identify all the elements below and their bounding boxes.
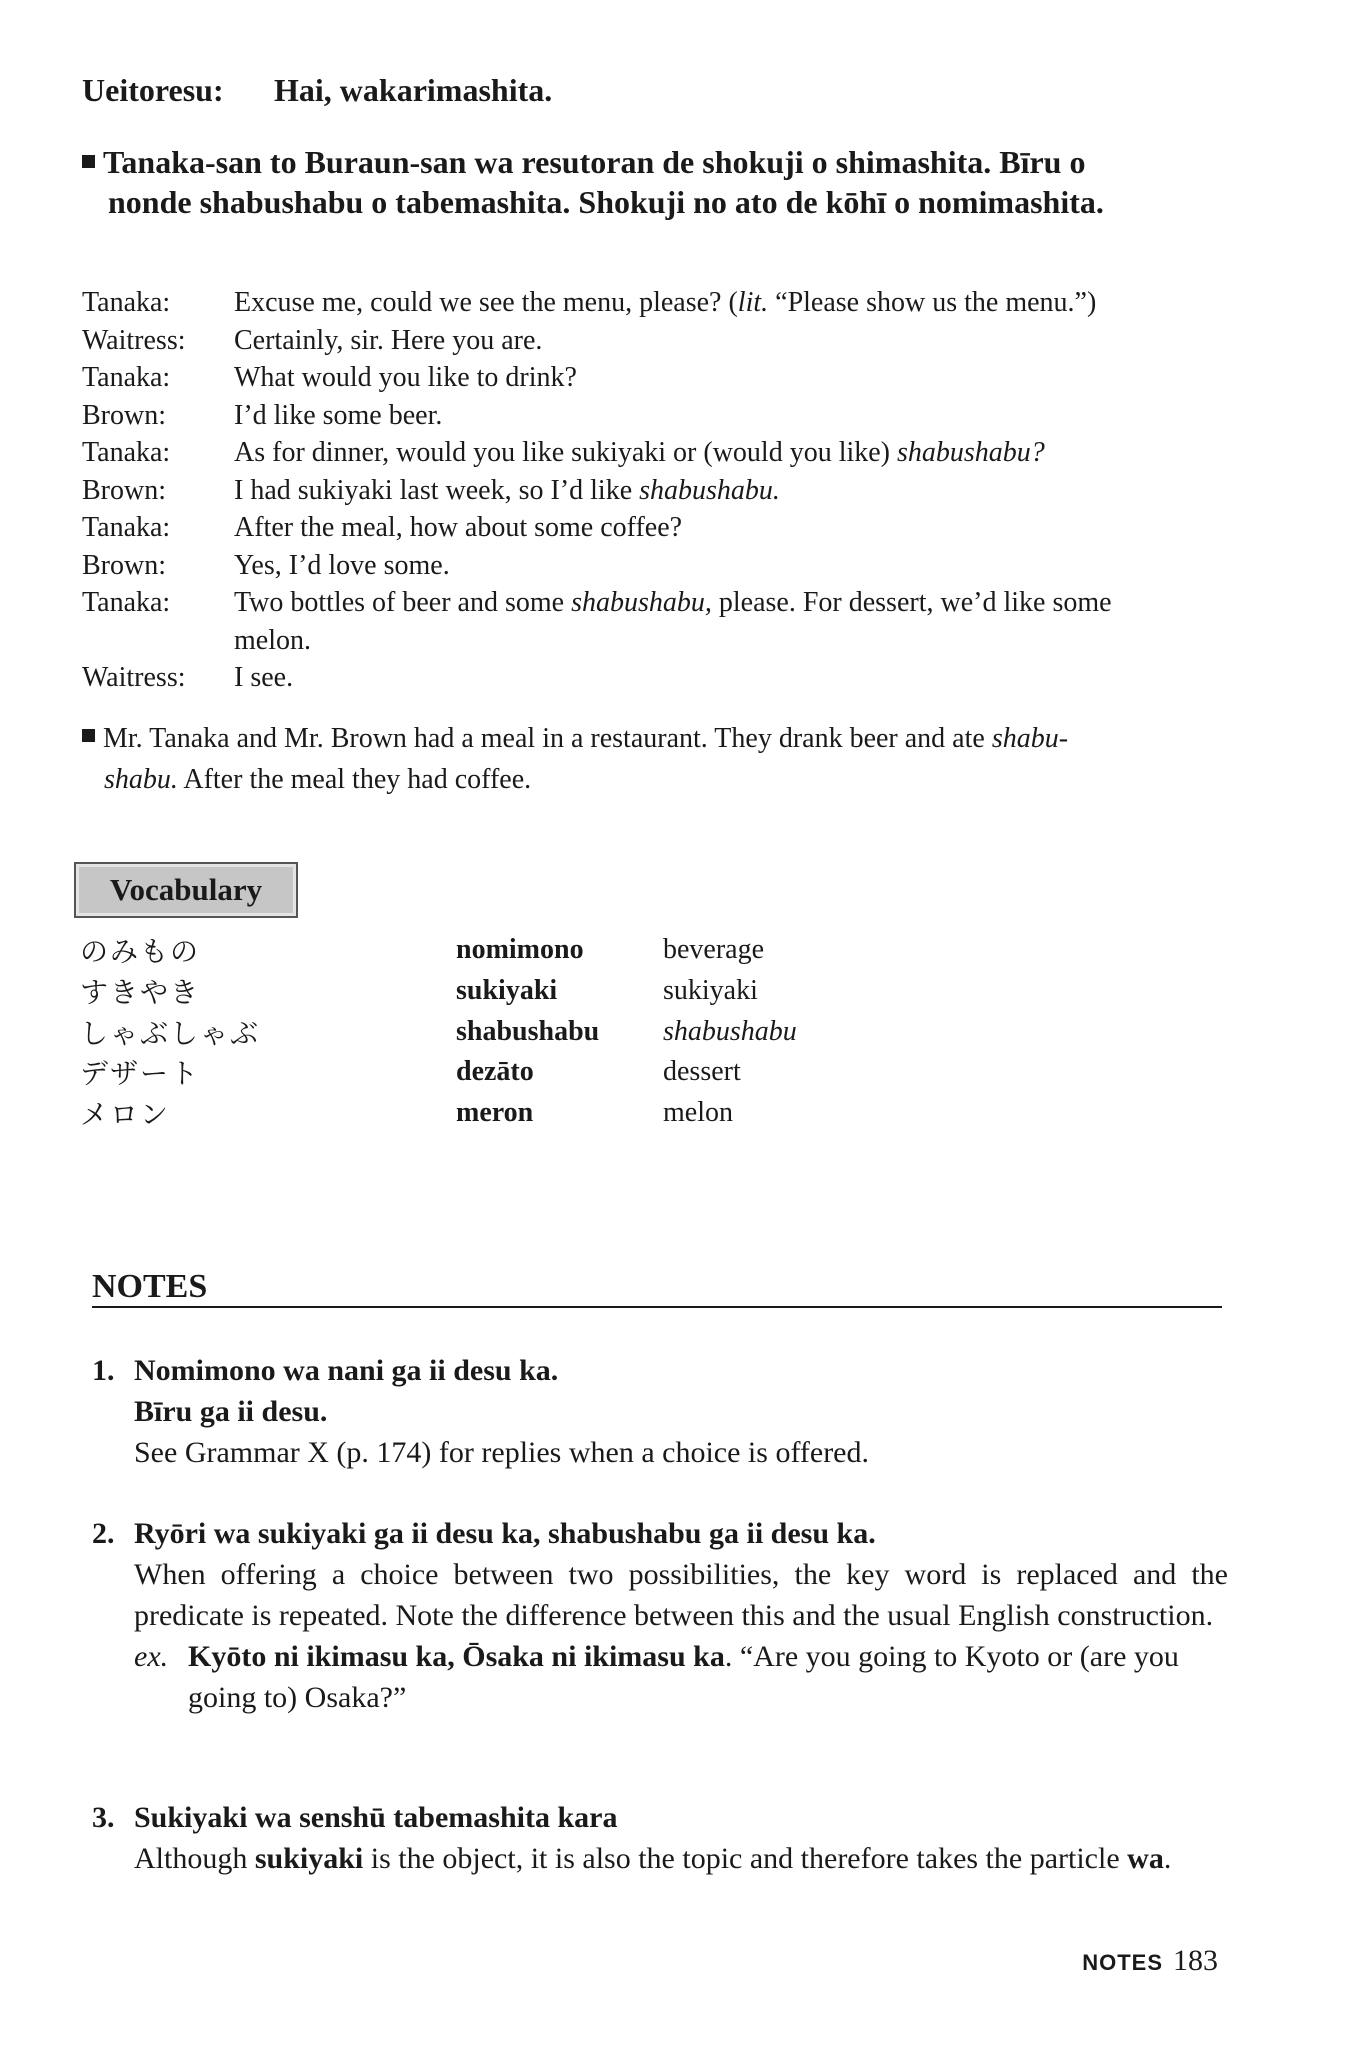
dialogue-text: Two bottles of beer and some (234, 587, 572, 618)
summary-jp-line1: Tanaka-san to Buraun-san wa resutoran de shokuji o shimashita. Bīru o (103, 144, 1086, 180)
dialogue-row (82, 509, 1262, 547)
dialogue-text-end: please. For dessert, we’d like some (711, 587, 1112, 618)
english-dialogue (82, 284, 1262, 697)
example-japanese: Kyōto ni ikimasu ka, Ōsaka ni ikimasu ka (188, 1640, 725, 1673)
note-number: 1. (92, 1354, 115, 1387)
dialogue-italic: lit. (737, 287, 769, 318)
dialogue-text: Yes, I’d love some. (234, 549, 450, 581)
bullet-square-icon (82, 729, 95, 742)
footer-section-label: NOTES (1082, 1950, 1163, 1975)
dialogue-speaker: Tanaka: (82, 587, 171, 618)
dialogue-text: As for dinner, would you like sukiyaki or (would you like) (234, 437, 898, 468)
vocab-kana: メロン (80, 1098, 171, 1132)
dialogue-text: I see. (234, 662, 294, 693)
dialogue-speaker (82, 622, 234, 660)
dialogue-speaker: Waitress: (82, 324, 186, 356)
dialogue-row (82, 584, 1262, 622)
vocab-english: beverage (663, 934, 765, 966)
dialogue-row (82, 397, 1262, 435)
dialogue-speaker: Brown: (82, 399, 166, 431)
vocab-kana: しゃぶしゃぶ (80, 1016, 261, 1050)
dialogue-text: I had sukiyaki last week, so I’d like (234, 474, 640, 506)
vocabulary-list (80, 930, 980, 1133)
dialogue-text: Excuse me, could we see the menu, please? ( (234, 287, 738, 318)
vocab-english: melon (663, 1097, 733, 1129)
note-heading: Sukiyaki wa senshū tabemashita kara (134, 1801, 618, 1834)
note-heading: Ryōri wa sukiyaki ga ii desu ka, shabushabu ga ii desu ka. (134, 1517, 876, 1550)
summary-english (82, 718, 1232, 800)
dialogue-text: melon. (234, 624, 311, 656)
bullet-square-icon (82, 155, 95, 168)
note-1 (92, 1350, 1228, 1473)
vocab-english: shabushabu (663, 1015, 797, 1047)
dialogue-row (82, 359, 1262, 397)
dialogue-speaker: Tanaka: (82, 437, 171, 468)
note-3 (92, 1797, 1228, 1879)
page-number: 183 (1173, 1944, 1218, 1977)
vocab-item (80, 930, 980, 971)
vocab-english: dessert (663, 1056, 741, 1088)
summary-jp-line2: nonde shabushabu o tabemashita. Shokuji no ato de kōhī o nomimashita. (108, 184, 1104, 220)
dialogue-row (82, 322, 1262, 360)
dialogue-row (82, 434, 1262, 472)
summary-en-italic: shabu. (104, 764, 178, 795)
dialogue-speaker: Tanaka: (82, 287, 171, 318)
page-footer (1082, 1944, 1218, 1978)
summary-en-italic: shabu- (991, 723, 1069, 754)
dialogue-row (82, 284, 1262, 322)
notes-title: NOTES (92, 1268, 208, 1305)
notes-divider (92, 1306, 1222, 1308)
summary-en-text: After the meal they had coffee. (177, 764, 532, 795)
dialogue-text: I’d like some beer. (234, 399, 443, 431)
dialogue-speaker: Brown: (82, 549, 166, 581)
dialogue-speaker: Tanaka: (82, 512, 171, 543)
note-heading: Nomimono wa nani ga ii desu ka. (134, 1354, 559, 1387)
dialogue-speaker: Waitress: (82, 662, 186, 693)
example-label: ex. (134, 1640, 169, 1673)
vocab-romaji: sukiyaki (456, 975, 558, 1007)
line-text: Hai, wakarimashita. (274, 72, 553, 108)
note-text: Although sukiyaki is the object, it is also the topic and therefore takes the particle wa. (134, 1842, 1172, 1875)
vocabulary-heading: Vocabulary (74, 862, 298, 918)
note-2 (92, 1513, 1228, 1718)
vocab-romaji: meron (456, 1097, 534, 1129)
dialogue-row (82, 622, 1262, 660)
example-translation: . “Are you going to Kyoto or (are you going to) Osaka?” (188, 1640, 1179, 1714)
vocab-romaji: nomimono (456, 934, 584, 966)
dialogue-speaker: Tanaka: (82, 362, 171, 393)
vocab-romaji: shabushabu (456, 1015, 600, 1047)
dialogue-text: After the meal, how about some coffee? (234, 512, 683, 543)
vocab-item (80, 1011, 980, 1052)
vocab-item (80, 1052, 980, 1093)
note-number: 2. (92, 1517, 115, 1550)
note-number: 3. (92, 1801, 115, 1834)
dialogue-speaker: Brown: (82, 474, 166, 506)
speaker-ueitoresu: Ueitoresu: (82, 72, 224, 108)
note-example (134, 1636, 1228, 1718)
dialogue-italic: shabushabu? (897, 437, 1045, 468)
dialogue-text: What would you like to drink? (234, 362, 577, 393)
summary-en-text: Mr. Tanaka and Mr. Brown had a meal in a restaurant. They drank beer and ate (103, 723, 992, 754)
vocab-romaji: dezāto (456, 1056, 534, 1088)
note-text: When offering a choice between two possibilities, the key word is replaced and the predicate is repeated. Note the difference between this and the usual English construction. (134, 1558, 1228, 1632)
dialogue-row (82, 547, 1262, 585)
note-text: See Grammar X (p. 174) for replies when a choice is offered. (134, 1436, 869, 1469)
vocab-item (80, 1093, 980, 1134)
vocab-english: sukiyaki (663, 975, 758, 1007)
vocab-kana: のみもの (80, 935, 201, 969)
dialogue-italic: shabushabu, (571, 587, 712, 618)
dialogue-italic: shabushabu. (639, 474, 780, 506)
note-heading: Bīru ga ii desu. (134, 1395, 328, 1428)
dialogue-text: Certainly, sir. Here you are. (234, 324, 543, 356)
dialogue-row (82, 659, 1262, 697)
vocab-kana: デザート (80, 1057, 201, 1091)
summary-japanese (82, 142, 1232, 222)
dialogue-row (82, 472, 1262, 510)
vocab-kana: すきやき (80, 976, 201, 1010)
top-dialogue-line (82, 70, 552, 110)
dialogue-text-end: “Please show us the menu.”) (768, 287, 1097, 318)
vocab-item (80, 971, 980, 1012)
